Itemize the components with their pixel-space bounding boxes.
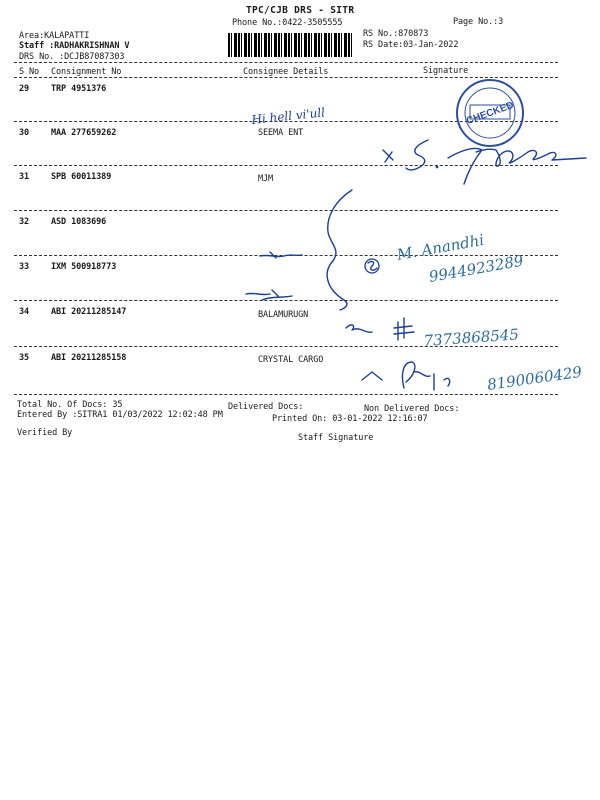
row-sno: 29: [19, 84, 30, 94]
total-docs: Total No. Of Docs: 35: [17, 400, 123, 410]
initials-mark: [394, 318, 414, 340]
rs-date: RS Date:03-Jan-2022: [363, 40, 459, 50]
row-consignment: IXM 500918773: [51, 262, 117, 272]
row-divider: [14, 165, 558, 166]
rs-number: RS No.:870873: [363, 29, 429, 39]
row-sno: 30: [19, 128, 30, 138]
row-sno: 33: [19, 262, 30, 272]
staff-signature-label: Staff Signature: [298, 433, 374, 443]
row-divider: [14, 300, 558, 301]
signature-mark: [383, 150, 393, 162]
staff-name: Staff :RADHAKRISHNAN V: [19, 41, 130, 51]
row-divider: [14, 210, 558, 211]
handwritten-phone: 9944923289: [427, 251, 525, 286]
tick-mark: [346, 325, 372, 332]
row-sno: 34: [19, 307, 30, 317]
row-consignee: CRYSTAL CARGO: [258, 355, 324, 365]
non-delivered-docs: Non Delivered Docs:: [364, 404, 460, 414]
row-consignee: SEEMA ENT: [258, 128, 304, 138]
sheet-title: TPC/CJB DRS - SITR: [246, 5, 355, 16]
row-consignment: TRP 4951376: [51, 84, 107, 94]
signature-stroke: [448, 148, 586, 184]
row-consignment: ASD 1083696: [51, 217, 107, 227]
col-consignee: Consignee Details: [243, 67, 329, 77]
entered-by: Entered By :SITRA1 01/03/2022 12:02:48 PM: [17, 410, 223, 420]
drs-number: DRS No. :DCJB87087303: [19, 52, 125, 62]
row-consignment: ABI 20211285147: [51, 307, 127, 317]
signature-stroke: [402, 362, 449, 390]
initials-mark: [368, 262, 377, 271]
row-consignee: BALAMURUGN: [258, 310, 309, 320]
area-label: Area: [19, 31, 40, 41]
delivered-docs: Delivered Docs:: [228, 402, 304, 412]
checked-stamp: [452, 75, 528, 151]
col-consignment: Consignment No: [51, 67, 122, 77]
row-consignment: ABI 20211285158: [51, 353, 127, 363]
caret-mark: [362, 372, 382, 380]
row-consignment: SPB 60011389: [51, 172, 112, 182]
handwritten-note: Hi hell vi'ull: [250, 105, 326, 127]
col-signature: Signature: [423, 66, 469, 76]
dash-mark: [246, 290, 292, 300]
barcode: [228, 33, 352, 57]
row-sno: 35: [19, 353, 30, 363]
col-sno: S No: [19, 67, 40, 77]
row-consignment: MAA 277659262: [51, 128, 117, 138]
row-sno: 31: [19, 172, 30, 182]
verified-by: Verified By: [17, 428, 73, 438]
handwritten-name: M. Anandhi: [395, 230, 486, 264]
row-sno: 32: [19, 217, 30, 227]
area-field: [19, 31, 89, 41]
handwritten-phone: 8190060429: [486, 362, 584, 394]
row-consignee: MJM: [258, 174, 274, 184]
table-bottom-divider: [14, 394, 558, 395]
phone-number: Phone No.:0422-3505555: [232, 18, 343, 28]
printed-on: Printed On: 03-01-2022 12:16:07: [272, 414, 428, 424]
stamp-text: CHECKED: [465, 99, 516, 128]
bracket-mark: [327, 190, 352, 310]
page-number: Page No.:3: [453, 17, 504, 27]
area-value: :KALAPATTI: [39, 31, 90, 41]
row-divider: [14, 346, 558, 347]
signature-dot: [436, 166, 439, 169]
header-divider: [14, 62, 558, 63]
row-divider: [14, 255, 558, 256]
handwritten-phone: 7373868545: [423, 325, 520, 350]
initials-circle: [365, 259, 379, 273]
